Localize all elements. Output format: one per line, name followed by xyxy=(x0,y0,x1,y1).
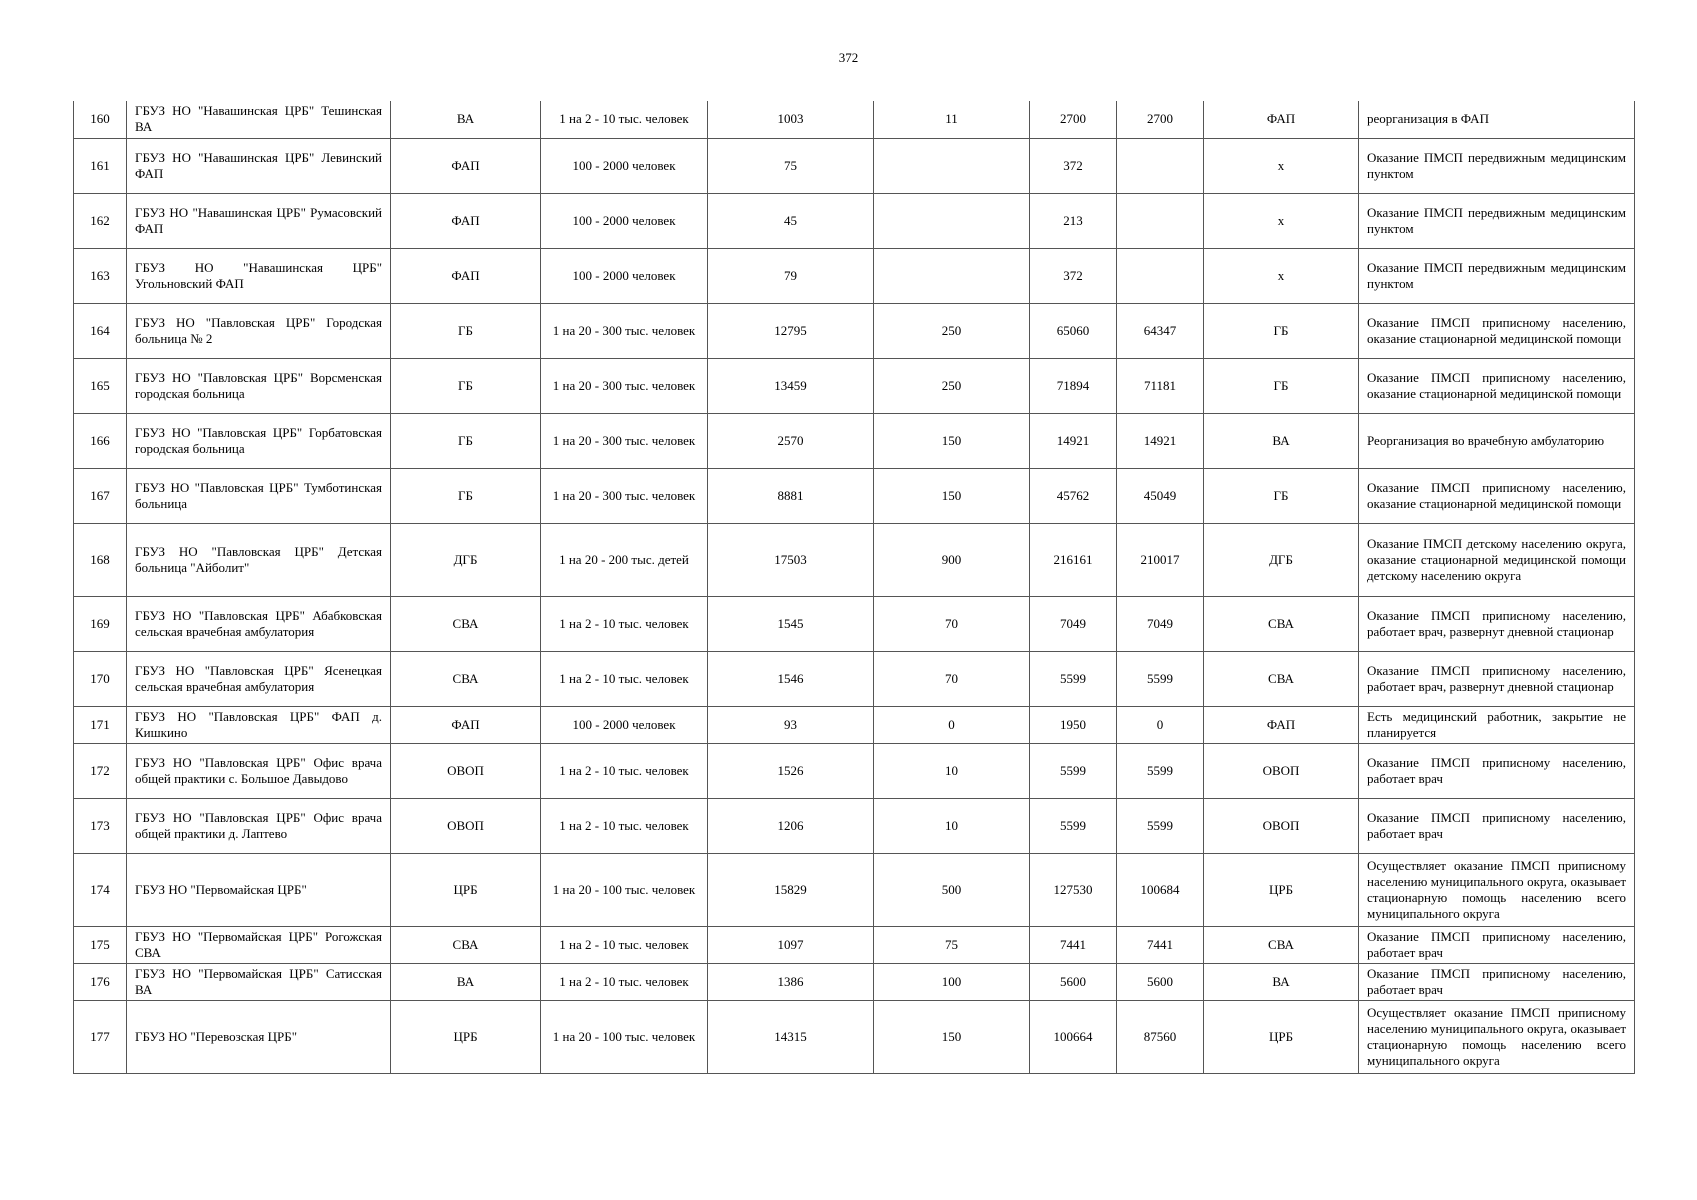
note-text: Есть медицинский работник, закрытие не планируется xyxy=(1359,706,1635,743)
capacity-value: 5599 xyxy=(1030,798,1117,853)
distance-value: 11 xyxy=(874,101,1030,138)
coverage-norm: 100 - 2000 человек xyxy=(541,193,708,248)
new-facility-type: ФАП xyxy=(1204,706,1359,743)
served-population: 79 xyxy=(708,248,874,303)
new-facility-type: ГБ xyxy=(1204,303,1359,358)
capacity-value: 7441 xyxy=(1030,926,1117,963)
organization-name: ГБУЗ НО "Павловская ЦРБ" ФАП д. Кишкино xyxy=(127,706,391,743)
capacity-value: 45762 xyxy=(1030,468,1117,523)
table-row xyxy=(74,358,1635,413)
row-number: 160 xyxy=(74,101,127,138)
distance-value: 250 xyxy=(874,358,1030,413)
table-row xyxy=(74,963,1635,1000)
coverage-norm: 1 на 20 - 300 тыс. человек xyxy=(541,413,708,468)
plan-value: 5599 xyxy=(1117,743,1204,798)
distance-value: 500 xyxy=(874,853,1030,926)
note-text: Оказание ПМСП приписному населению, работает врач xyxy=(1359,963,1635,1000)
note-text: Оказание ПМСП приписному населению, оказание стационарной медицинской помощи xyxy=(1359,303,1635,358)
coverage-norm: 100 - 2000 человек xyxy=(541,138,708,193)
note-text: Оказание ПМСП приписному населению, оказание стационарной медицинской помощи xyxy=(1359,468,1635,523)
capacity-value: 5599 xyxy=(1030,651,1117,706)
organization-name: ГБУЗ НО "Навашинская ЦРБ" Левинский ФАП xyxy=(127,138,391,193)
organization-name: ГБУЗ НО "Первомайская ЦРБ" xyxy=(127,853,391,926)
row-number: 168 xyxy=(74,523,127,596)
note-text: Оказание ПМСП приписному населению, работает врач, развернут дневной стационар xyxy=(1359,651,1635,706)
organization-name: ГБУЗ НО "Павловская ЦРБ" Офис врача общей практики д. Лаптево xyxy=(127,798,391,853)
organization-name: ГБУЗ НО "Навашинская ЦРБ" Румасовский ФАП xyxy=(127,193,391,248)
plan-value: 5599 xyxy=(1117,651,1204,706)
capacity-value: 372 xyxy=(1030,138,1117,193)
plan-value: 87560 xyxy=(1117,1000,1204,1073)
row-number: 175 xyxy=(74,926,127,963)
table-row xyxy=(74,853,1635,926)
facility-type: ФАП xyxy=(391,193,541,248)
facility-type: ГБ xyxy=(391,303,541,358)
coverage-norm: 1 на 2 - 10 тыс. человек xyxy=(541,596,708,651)
new-facility-type: х xyxy=(1204,248,1359,303)
facility-type: ГБ xyxy=(391,358,541,413)
served-population: 45 xyxy=(708,193,874,248)
new-facility-type: СВА xyxy=(1204,651,1359,706)
organization-name: ГБУЗ НО "Навашинская ЦРБ" Угольновский ФАП xyxy=(127,248,391,303)
note-text: Оказание ПМСП приписному населению, работает врач xyxy=(1359,743,1635,798)
row-number: 174 xyxy=(74,853,127,926)
coverage-norm: 1 на 2 - 10 тыс. человек xyxy=(541,926,708,963)
organization-name: ГБУЗ НО "Павловская ЦРБ" Ясенецкая сельская врачебная амбулатория xyxy=(127,651,391,706)
table-row xyxy=(74,138,1635,193)
plan-value: 0 xyxy=(1117,706,1204,743)
table-row xyxy=(74,926,1635,963)
plan-value: 71181 xyxy=(1117,358,1204,413)
organization-name: ГБУЗ НО "Павловская ЦРБ" Городская больница № 2 xyxy=(127,303,391,358)
row-number: 171 xyxy=(74,706,127,743)
distance-value: 150 xyxy=(874,413,1030,468)
served-population: 1097 xyxy=(708,926,874,963)
served-population: 2570 xyxy=(708,413,874,468)
capacity-value: 65060 xyxy=(1030,303,1117,358)
table-row xyxy=(74,798,1635,853)
new-facility-type: х xyxy=(1204,138,1359,193)
coverage-norm: 100 - 2000 человек xyxy=(541,706,708,743)
capacity-value: 213 xyxy=(1030,193,1117,248)
new-facility-type: ГБ xyxy=(1204,468,1359,523)
served-population: 75 xyxy=(708,138,874,193)
organization-name: ГБУЗ НО "Павловская ЦРБ" Абабковская сельская врачебная амбулатория xyxy=(127,596,391,651)
organization-name: ГБУЗ НО "Первомайская ЦРБ" Рогожская СВА xyxy=(127,926,391,963)
row-number: 173 xyxy=(74,798,127,853)
distance-value: 150 xyxy=(874,1000,1030,1073)
row-number: 163 xyxy=(74,248,127,303)
capacity-value: 14921 xyxy=(1030,413,1117,468)
row-number: 166 xyxy=(74,413,127,468)
coverage-norm: 1 на 20 - 300 тыс. человек xyxy=(541,358,708,413)
facility-type: СВА xyxy=(391,651,541,706)
table-row xyxy=(74,523,1635,596)
distance-value: 100 xyxy=(874,963,1030,1000)
capacity-value: 7049 xyxy=(1030,596,1117,651)
row-number: 172 xyxy=(74,743,127,798)
served-population: 15829 xyxy=(708,853,874,926)
plan-value: 2700 xyxy=(1117,101,1204,138)
facility-type: ВА xyxy=(391,963,541,1000)
served-population: 1206 xyxy=(708,798,874,853)
capacity-value: 127530 xyxy=(1030,853,1117,926)
capacity-value: 1950 xyxy=(1030,706,1117,743)
capacity-value: 5599 xyxy=(1030,743,1117,798)
distance-value: 70 xyxy=(874,596,1030,651)
plan-value xyxy=(1117,193,1204,248)
served-population: 8881 xyxy=(708,468,874,523)
plan-value: 5600 xyxy=(1117,963,1204,1000)
table-row xyxy=(74,743,1635,798)
served-population: 17503 xyxy=(708,523,874,596)
facility-type: ГБ xyxy=(391,413,541,468)
distance-value: 150 xyxy=(874,468,1030,523)
facility-type: ФАП xyxy=(391,248,541,303)
facility-type: ЦРБ xyxy=(391,853,541,926)
organization-name: ГБУЗ НО "Павловская ЦРБ" Горбатовская городская больница xyxy=(127,413,391,468)
note-text: Реорганизация во врачебную амбулаторию xyxy=(1359,413,1635,468)
distance-value xyxy=(874,248,1030,303)
new-facility-type: ОВОП xyxy=(1204,798,1359,853)
capacity-value: 71894 xyxy=(1030,358,1117,413)
coverage-norm: 1 на 20 - 300 тыс. человек xyxy=(541,303,708,358)
plan-value xyxy=(1117,248,1204,303)
page-number: 372 xyxy=(838,50,859,65)
plan-value: 14921 xyxy=(1117,413,1204,468)
coverage-norm: 1 на 2 - 10 тыс. человек xyxy=(541,101,708,138)
facility-type: ФАП xyxy=(391,706,541,743)
plan-value xyxy=(1117,138,1204,193)
distance-value: 250 xyxy=(874,303,1030,358)
distance-value: 75 xyxy=(874,926,1030,963)
table-body xyxy=(74,101,1635,1073)
row-number: 169 xyxy=(74,596,127,651)
note-text: реорганизация в ФАП xyxy=(1359,101,1635,138)
new-facility-type: СВА xyxy=(1204,926,1359,963)
served-population: 1526 xyxy=(708,743,874,798)
row-number: 165 xyxy=(74,358,127,413)
note-text: Осуществляет оказание ПМСП приписному населению муниципального округа, оказывает стационарную помощь населению всего муниципального округа xyxy=(1359,853,1635,926)
new-facility-type: ВА xyxy=(1204,963,1359,1000)
served-population: 1545 xyxy=(708,596,874,651)
plan-value: 5599 xyxy=(1117,798,1204,853)
coverage-norm: 1 на 20 - 100 тыс. человек xyxy=(541,853,708,926)
capacity-value: 5600 xyxy=(1030,963,1117,1000)
capacity-value: 372 xyxy=(1030,248,1117,303)
table-row xyxy=(74,651,1635,706)
note-text: Оказание ПМСП передвижным медицинским пунктом xyxy=(1359,193,1635,248)
coverage-norm: 1 на 2 - 10 тыс. человек xyxy=(541,651,708,706)
new-facility-type: ФАП xyxy=(1204,101,1359,138)
plan-value: 7441 xyxy=(1117,926,1204,963)
note-text: Оказание ПМСП передвижным медицинским пунктом xyxy=(1359,248,1635,303)
new-facility-type: ГБ xyxy=(1204,358,1359,413)
plan-value: 7049 xyxy=(1117,596,1204,651)
coverage-norm: 1 на 20 - 200 тыс. детей xyxy=(541,523,708,596)
note-text: Оказание ПМСП приписному населению, работает врач xyxy=(1359,926,1635,963)
distance-value: 10 xyxy=(874,798,1030,853)
organization-name: ГБУЗ НО "Павловская ЦРБ" Детская больница "Айболит" xyxy=(127,523,391,596)
new-facility-type: ОВОП xyxy=(1204,743,1359,798)
facility-type: ЦРБ xyxy=(391,1000,541,1073)
facility-type: ОВОП xyxy=(391,798,541,853)
served-population: 13459 xyxy=(708,358,874,413)
note-text: Оказание ПМСП приписному населению, оказание стационарной медицинской помощи xyxy=(1359,358,1635,413)
new-facility-type: х xyxy=(1204,193,1359,248)
coverage-norm: 1 на 20 - 300 тыс. человек xyxy=(541,468,708,523)
table-row xyxy=(74,303,1635,358)
table-row xyxy=(74,413,1635,468)
distance-value: 10 xyxy=(874,743,1030,798)
facility-type: СВА xyxy=(391,926,541,963)
facility-type: ФАП xyxy=(391,138,541,193)
coverage-norm: 1 на 2 - 10 тыс. человек xyxy=(541,798,708,853)
served-population: 93 xyxy=(708,706,874,743)
served-population: 1546 xyxy=(708,651,874,706)
capacity-value: 100664 xyxy=(1030,1000,1117,1073)
new-facility-type: ВА xyxy=(1204,413,1359,468)
plan-value: 100684 xyxy=(1117,853,1204,926)
row-number: 170 xyxy=(74,651,127,706)
coverage-norm: 100 - 2000 человек xyxy=(541,248,708,303)
table-row xyxy=(74,1000,1635,1073)
organization-name: ГБУЗ НО "Перевозская ЦРБ" xyxy=(127,1000,391,1073)
plan-value: 64347 xyxy=(1117,303,1204,358)
facility-type: СВА xyxy=(391,596,541,651)
served-population: 14315 xyxy=(708,1000,874,1073)
distance-value: 0 xyxy=(874,706,1030,743)
row-number: 161 xyxy=(74,138,127,193)
medical-facilities-table xyxy=(73,101,1635,1074)
row-number: 162 xyxy=(74,193,127,248)
note-text: Оказание ПМСП приписному населению, работает врач xyxy=(1359,798,1635,853)
capacity-value: 2700 xyxy=(1030,101,1117,138)
coverage-norm: 1 на 2 - 10 тыс. человек xyxy=(541,743,708,798)
coverage-norm: 1 на 2 - 10 тыс. человек xyxy=(541,963,708,1000)
row-number: 164 xyxy=(74,303,127,358)
organization-name: ГБУЗ НО "Павловская ЦРБ" Офис врача общей практики с. Большое Давыдово xyxy=(127,743,391,798)
organization-name: ГБУЗ НО "Первомайская ЦРБ" Сатисская ВА xyxy=(127,963,391,1000)
facility-type: ГБ xyxy=(391,468,541,523)
served-population: 12795 xyxy=(708,303,874,358)
capacity-value: 216161 xyxy=(1030,523,1117,596)
row-number: 167 xyxy=(74,468,127,523)
note-text: Осуществляет оказание ПМСП приписному населению муниципального округа, оказывает стационарную помощь населению всего муниципального округа xyxy=(1359,1000,1635,1073)
table-row xyxy=(74,101,1635,138)
facility-type: ДГБ xyxy=(391,523,541,596)
distance-value: 900 xyxy=(874,523,1030,596)
served-population: 1386 xyxy=(708,963,874,1000)
note-text: Оказание ПМСП приписному населению, работает врач, развернут дневной стационар xyxy=(1359,596,1635,651)
coverage-norm: 1 на 20 - 100 тыс. человек xyxy=(541,1000,708,1073)
facility-type: ОВОП xyxy=(391,743,541,798)
table-row xyxy=(74,468,1635,523)
table-row xyxy=(74,248,1635,303)
row-number: 177 xyxy=(74,1000,127,1073)
served-population: 1003 xyxy=(708,101,874,138)
table-row xyxy=(74,596,1635,651)
plan-value: 45049 xyxy=(1117,468,1204,523)
plan-value: 210017 xyxy=(1117,523,1204,596)
distance-value xyxy=(874,193,1030,248)
row-number: 176 xyxy=(74,963,127,1000)
organization-name: ГБУЗ НО "Павловская ЦРБ" Тумботинская больница xyxy=(127,468,391,523)
new-facility-type: ЦРБ xyxy=(1204,1000,1359,1073)
organization-name: ГБУЗ НО "Павловская ЦРБ" Ворсменская городская больница xyxy=(127,358,391,413)
new-facility-type: СВА xyxy=(1204,596,1359,651)
distance-value: 70 xyxy=(874,651,1030,706)
organization-name: ГБУЗ НО "Навашинская ЦРБ" Тешинская ВА xyxy=(127,101,391,138)
table-row xyxy=(74,706,1635,743)
table-row xyxy=(74,193,1635,248)
facility-type: ВА xyxy=(391,101,541,138)
new-facility-type: ЦРБ xyxy=(1204,853,1359,926)
note-text: Оказание ПМСП детскому населению округа, оказание стационарной медицинской помощи детскому населению округа xyxy=(1359,523,1635,596)
note-text: Оказание ПМСП передвижным медицинским пунктом xyxy=(1359,138,1635,193)
distance-value xyxy=(874,138,1030,193)
new-facility-type: ДГБ xyxy=(1204,523,1359,596)
